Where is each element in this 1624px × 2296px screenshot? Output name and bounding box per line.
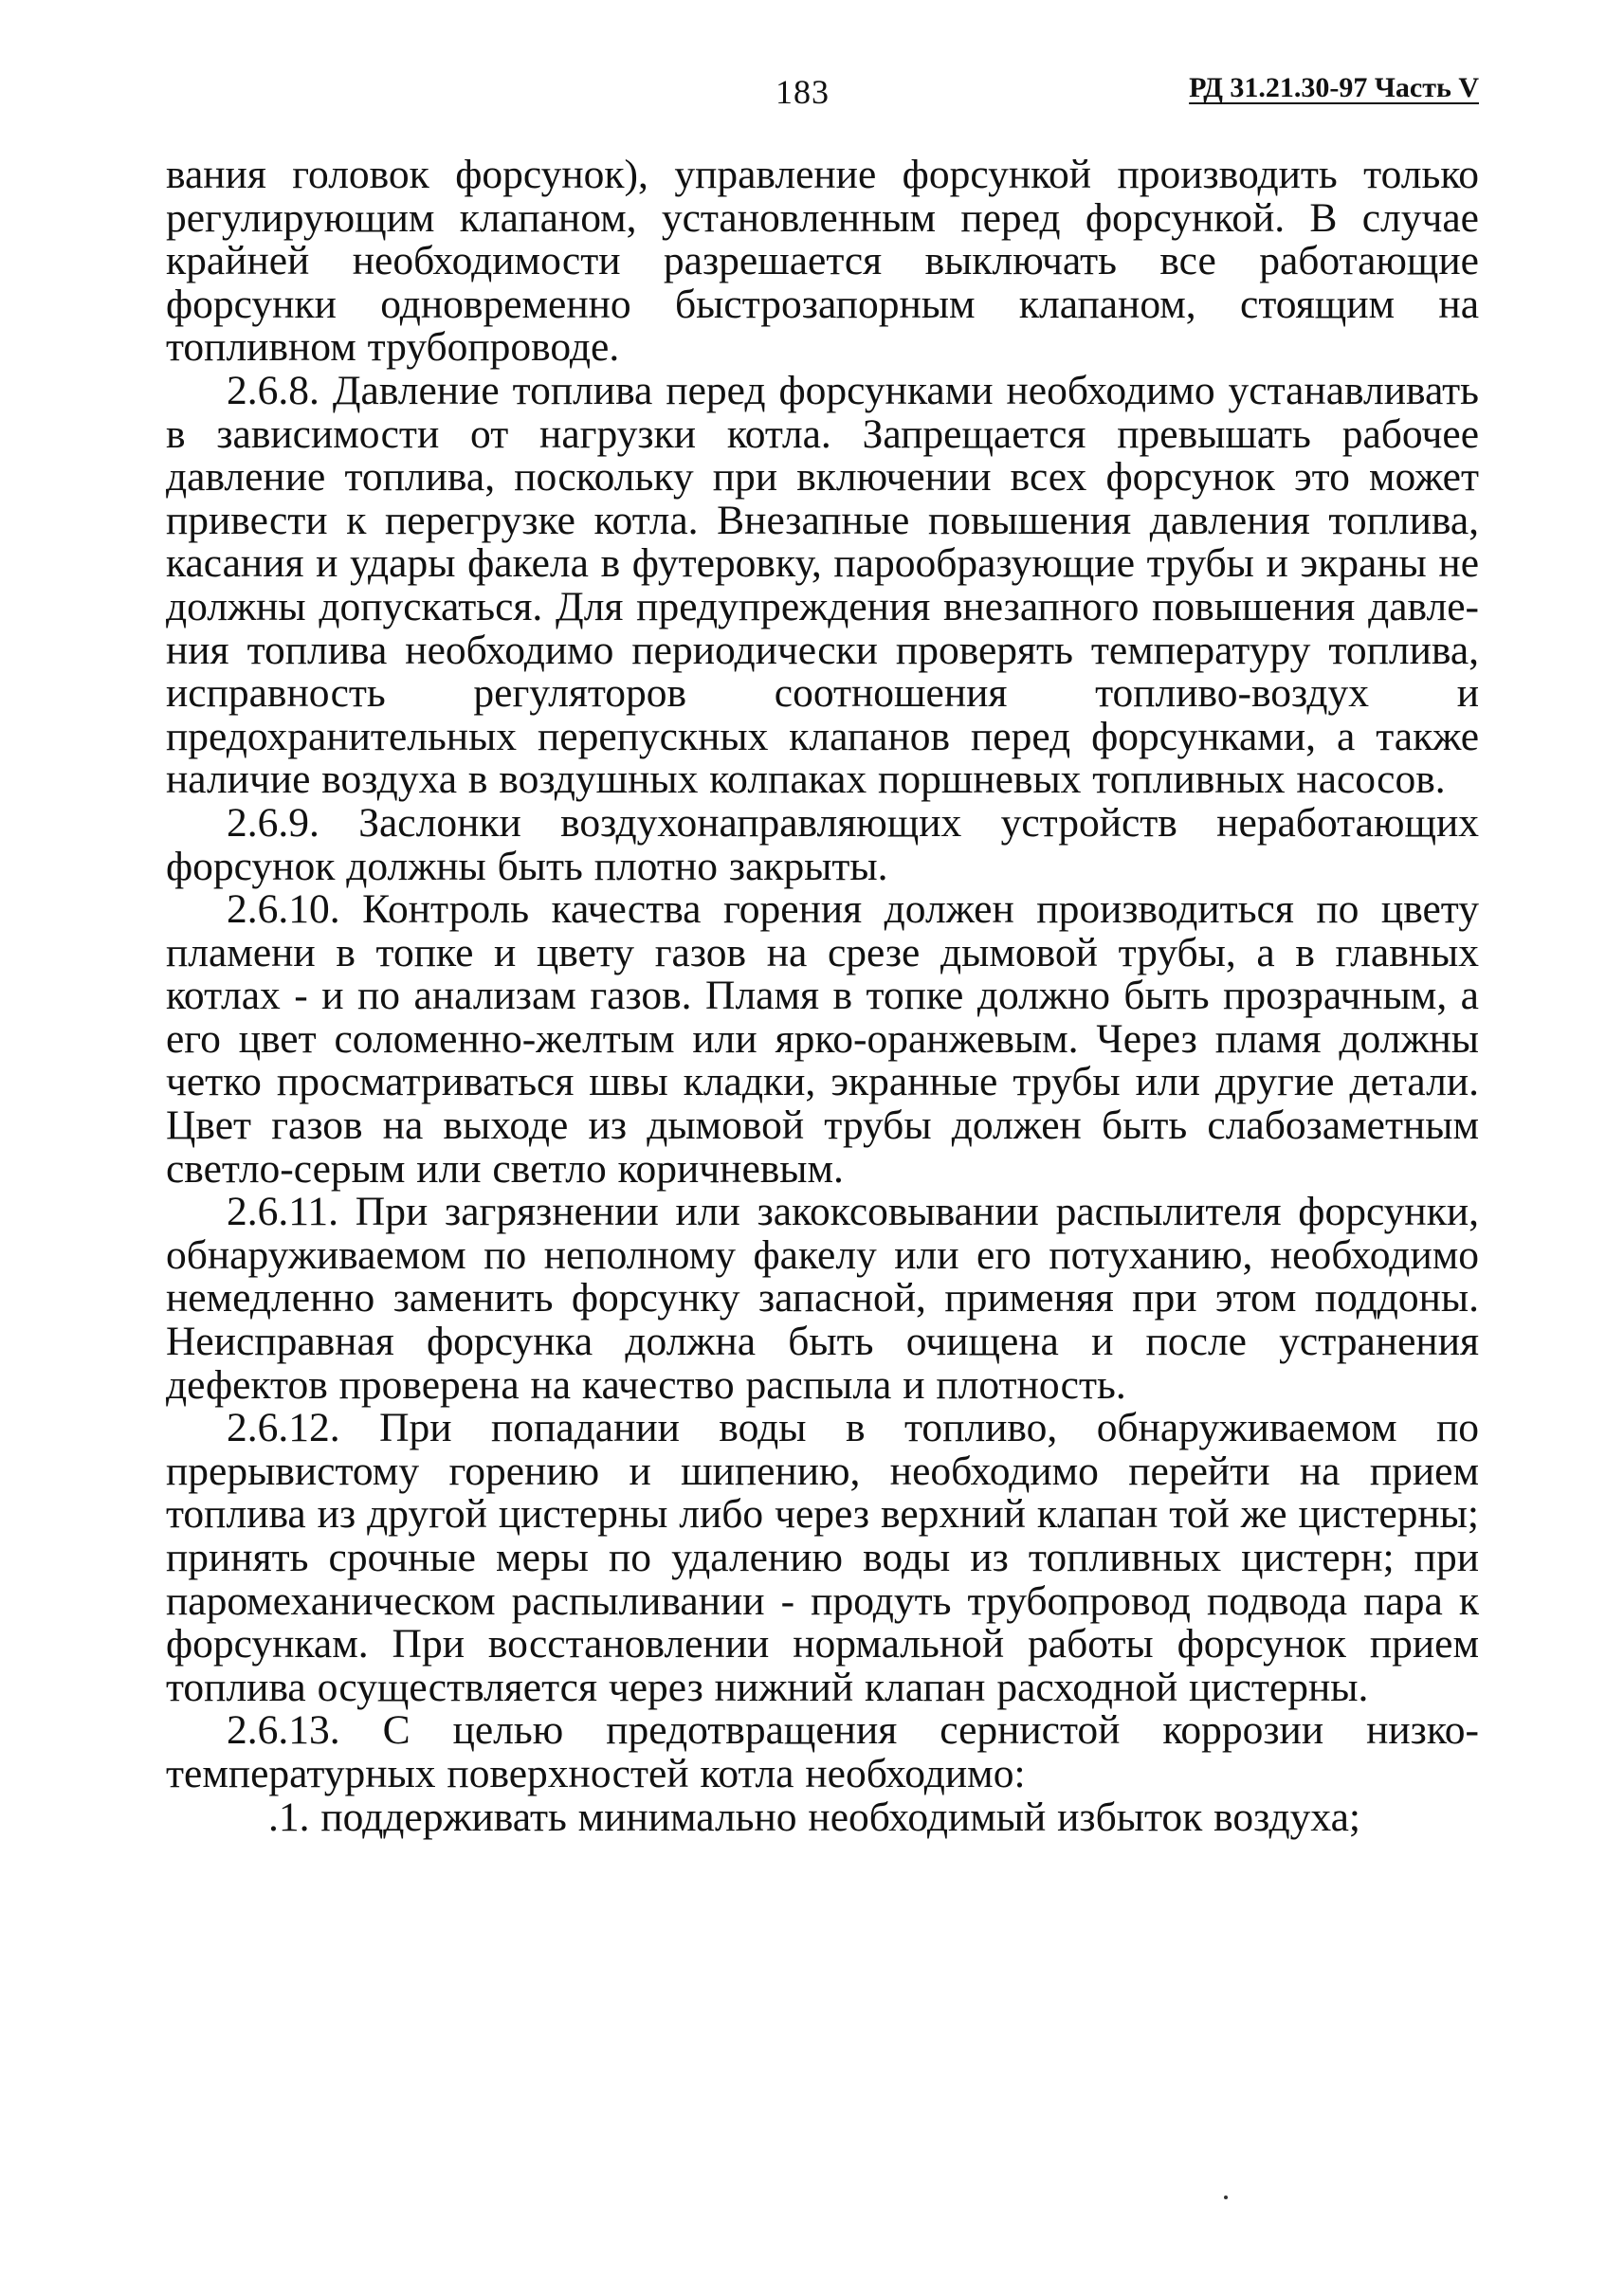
paragraph-2-6-9: 2.6.9. Заслонки воздухонаправляющих устройств неработающих форсунок должны быть плотно закрыты.	[166, 799, 1479, 889]
scan-speck	[1224, 2196, 1228, 2199]
paragraph-2-6-12: 2.6.12. При попадании воды в топливо, обнаруживаемом по прерывистому горению и шипению, необходимо перейти на прием топлива из другой цистерны либо через верхний клапан той же цистерны; принять срочные меры по удалению воды из топливных цистерн; при паромеханическом распыливании - продуть трубопровод подвода пара к форсункам. При восстановлении нормальной работы форсунок прием топлива осуществляется через нижний клапан расходной цистерны.	[166, 1405, 1479, 1710]
page-header	[171, 72, 1479, 119]
paragraph-2-6-8: 2.6.8. Давление топлива перед форсунками необходимо устанавливать в зависимости от нагрузки котла. Запрещается превышать рабочее давление топлива, поскольку при включении всех форсунок это может привести к перегрузке котла. Внезапные повышения давления топлива, касания и удары факела в футеровку, парообразующие трубы и экраны не должны допускаться. Для предупреждения внезапного повышения давления топлива необходимо периодически проверять температуру топлива, исправность регуляторов соотношения топливо-воздух и предохранительных перепускных клапанов перед форсунками, а также наличие воздуха в воздушных колпаках поршневых топливных насосов.	[166, 367, 1479, 803]
paragraph-2-6-11: 2.6.11. При загрязнении или закоксовывании распылителя форсунки, обнаруживаемом по неполному факелу или его потуханию, необходимо немедленно заменить форсунку запасной, применяя при этом поддоны. Неисправная форсунка должна быть очищена и после устранения дефектов проверена на качество распыла и плотность.	[166, 1189, 1479, 1408]
document-body	[166, 154, 1479, 1839]
paragraph-2-6-13: 2.6.13. С целью предотвращения сернистой коррозии низкотемпературных поверхностей котла необходимо:	[166, 1707, 1479, 1796]
running-title: РД 31.21.30-97 Часть V	[1189, 72, 1479, 103]
paragraph-continuation: вания головок форсунок), управление форсункой производить только регулирующим клапаном, установленным перед форсункой. В случае крайней необходимости разрешается выключать все работающие форсунки одновременно быстрозапорным клапаном, стоящим на топливном трубопроводе.	[166, 152, 1479, 371]
paragraph-2-6-10: 2.6.10. Контроль качества горения должен производиться по цвету пламени в топке и цвету газов на срезе дымовой трубы, а в главных котлах - и по анализам газов. Пламя в топке должно быть прозрачным, а его цвет соломенно-желтым или ярко-оранжевым. Через пламя должны четко просматриваться швы кладки, экранные трубы или другие детали. Цвет газов на выходе из дымовой трубы должен быть слабозаметным светло-серым или светло коричневым.	[166, 886, 1479, 1192]
page-number: 183	[776, 73, 830, 111]
subitem-1: .1. поддерживать минимально необходимый избыток воздуха;	[268, 1794, 1360, 1840]
